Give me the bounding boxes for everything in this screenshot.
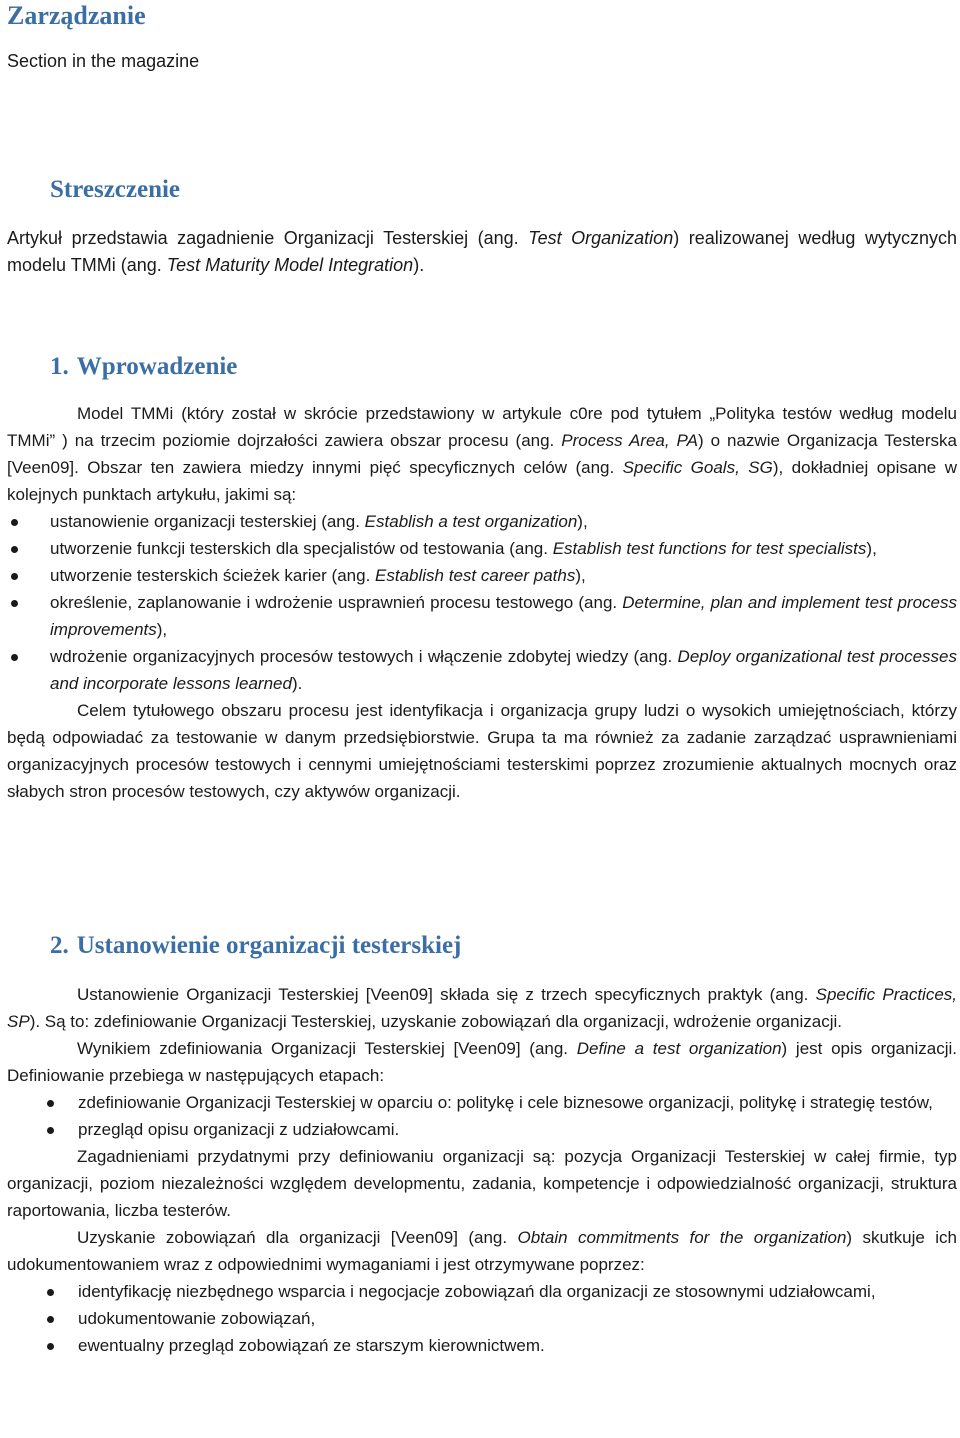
abstract-paragraph: Artykuł przedstawia zagadnienie Organizacji Testerskiej (ang. Test Organization) realizowanej według wytycznych modelu TMMi (ang. Test Maturity Model Integration). xyxy=(7,228,957,275)
list-item: przegląd opisu organizacji z udziałowcami. xyxy=(7,1116,957,1143)
list-item: utworzenie funkcji testerskich dla specjalistów od testowania (ang. Establish test functions for test specialists), xyxy=(7,535,957,562)
section-1-goal-paragraph: Celem tytułowego obszaru procesu jest identyfikacja i organizacja grupy ludzi o wysokich umiejętnościach, którzy będą odpowiadać za testowanie w danym przedsiębiorstwie. Grupa ta ma również za zadanie zarządzać usprawnieniami organizacyjnych procesów testowych i cennymi umiejętnościami testerskimi poprzez zrozumienie aktualnych mocnych oraz słabych stron procesów testowych, czy aktywów organizacji. xyxy=(7,701,957,801)
section-1-intro-paragraph: Model TMMi (który został w skrócie przedstawiony w artykule c0re pod tytułem „Polityka testów według modelu TMMi” ) na trzecim poziomie dojrzałości zawiera obszar procesu (ang. Process Area, PA) o nazwie Organizacja Testerska [Veen09]. Obszar ten zawiera miedzy innymi pięć specyficznych celów (ang. Specific Goals, SG), dokładniej opisane w kolejnych punktach artykułu, jakimi są: xyxy=(7,404,957,504)
list-item: ewentualny przegląd zobowiązań ze starszym kierownictwem. xyxy=(7,1332,957,1359)
section-2-intro-paragraph: Ustanowienie Organizacji Testerskiej [Veen09] składa się z trzech specyficznych praktyk (ang. Specific Practices, SP). Są to: zdefiniowanie Organizacji Testerskiej, uzyskanie zobowiązań dla organizacji, wdrożenie organizacji. xyxy=(7,985,957,1031)
section-1-body xyxy=(7,400,957,805)
section-2-heading xyxy=(50,930,461,962)
document-title: Zarządzanie xyxy=(7,1,146,30)
list-item: określenie, zaplanowanie i wdrożenie usprawnień procesu testowego (ang. Determine, plan and implement test process improvements), xyxy=(7,589,957,643)
bullet-icon xyxy=(47,1127,54,1134)
bullet-icon xyxy=(11,519,18,526)
bullet-icon xyxy=(47,1100,54,1107)
abstract-heading: Streszczenie xyxy=(50,176,181,203)
section-1-number: 1. xyxy=(50,353,69,380)
bullet-icon xyxy=(47,1289,54,1296)
list-item: identyfikację niezbędnego wsparcia i negocjacje zobowiązań dla organizacji ze stosownymi udziałowcami, xyxy=(7,1278,957,1305)
specific-goals-list xyxy=(7,508,957,697)
list-item: wdrożenie organizacyjnych procesów testowych i włączenie zdobytej wiedzy (ang. Deploy organizational test processes and incorporate lessons learned). xyxy=(7,643,957,697)
section-2-topics-paragraph: Zagadnieniami przydatnymi przy definiowaniu organizacji są: pozycja Organizacji Testerskiej w całej firmie, typ organizacji, poziom niezależności względem developmentu, zadania, kompetencje i odpowiedzialność organizacji, struktura raportowania, liczba testerów. xyxy=(7,1147,957,1220)
magazine-section-label: Section in the magazine xyxy=(7,51,200,71)
bullet-icon xyxy=(47,1343,54,1350)
list-item: zdefiniowanie Organizacji Testerskiej w oparciu o: politykę i cele biznesowe organizacji, politykę i strategię testów, xyxy=(7,1089,957,1116)
bullet-icon xyxy=(11,573,18,580)
bullet-icon xyxy=(11,546,18,553)
section-2-title: Ustanowienie organizacji testerskiej xyxy=(76,932,462,959)
section-1-heading xyxy=(50,351,237,383)
section-1-title: Wprowadzenie xyxy=(76,353,238,380)
definition-steps-list xyxy=(7,1089,957,1143)
list-item: utworzenie testerskich ścieżek karier (ang. Establish test career paths), xyxy=(7,562,957,589)
list-item: ustanowienie organizacji testerskiej (ang. Establish a test organization), xyxy=(7,508,957,535)
bullet-icon xyxy=(11,600,18,607)
commitments-list xyxy=(7,1278,957,1359)
bullet-icon xyxy=(47,1316,54,1323)
section-2-number: 2. xyxy=(50,932,69,959)
section-2-body xyxy=(7,981,957,1359)
list-item: udokumentowanie zobowiązań, xyxy=(7,1305,957,1332)
section-2-commitments-paragraph: Uzyskanie zobowiązań dla organizacji [Veen09] (ang. Obtain commitments for the organization) skutkuje ich udokumentowaniem wraz z odpowiednimi wymaganiami i jest otrzymywane poprzez: xyxy=(7,1228,957,1274)
section-2-definition-paragraph: Wynikiem zdefiniowania Organizacji Testerskiej [Veen09] (ang. Define a test organization) jest opis organizacji. Definiowanie przebiega w następujących etapach: xyxy=(7,1039,957,1085)
bullet-icon xyxy=(11,654,18,661)
